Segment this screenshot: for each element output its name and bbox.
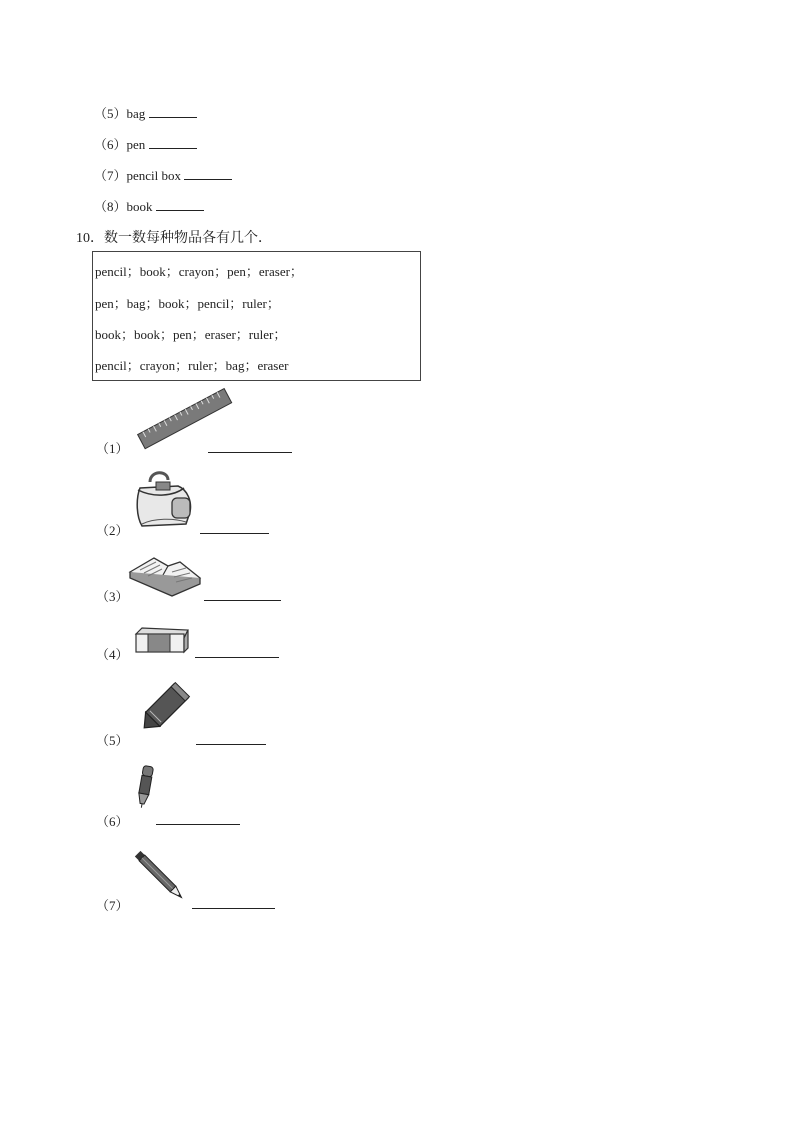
item-word: bag [126,106,146,121]
item-number: （8） [94,199,127,214]
word-box [92,251,421,381]
answer-blank[interactable] [184,178,232,180]
ruler-icon [132,392,238,448]
pen-icon [134,764,156,810]
item-number: （2） [96,523,129,538]
answer-blank[interactable] [156,824,240,825]
answer-blank[interactable] [204,600,281,601]
crayon-icon [134,678,194,738]
answer-blank[interactable] [156,209,204,211]
item-number: （6） [96,814,129,829]
item-word: book [126,199,153,214]
eraser-icon [132,626,190,654]
answer-blank[interactable] [200,533,269,534]
item-word: pencil box [126,168,182,183]
item-number: （5） [94,106,127,121]
pencil-icon [130,846,192,908]
word-box-line: pen；bag；book；pencil；ruler； [95,296,280,311]
backpack-icon [134,468,196,528]
item-number: （7） [94,168,127,183]
book-icon [128,554,202,596]
item-number: （6） [94,137,127,152]
answer-blank[interactable] [192,908,275,909]
question-title: 10．数一数每种物品各有几个． [76,231,272,246]
answer-blank[interactable] [196,744,266,745]
item-number: （3） [96,589,129,604]
word-box-line: pencil；crayon；ruler；bag；eraser [95,358,289,373]
word-box-line: pencil；book；crayon；pen；eraser； [95,264,303,279]
answer-blank[interactable] [208,452,292,453]
answer-blank[interactable] [195,657,279,658]
prev-item [94,134,197,153]
item-number: （1） [96,441,129,456]
prev-item [94,196,204,215]
item-word: pen [126,137,146,152]
item-number: （5） [96,733,129,748]
word-box-line: book；book；pen；eraser；ruler； [95,327,287,342]
answer-blank[interactable] [149,147,197,149]
item-number: （7） [96,898,129,913]
answer-blank[interactable] [149,116,197,118]
item-number: （4） [96,647,129,662]
prev-item [94,165,232,184]
prev-item [94,103,197,122]
